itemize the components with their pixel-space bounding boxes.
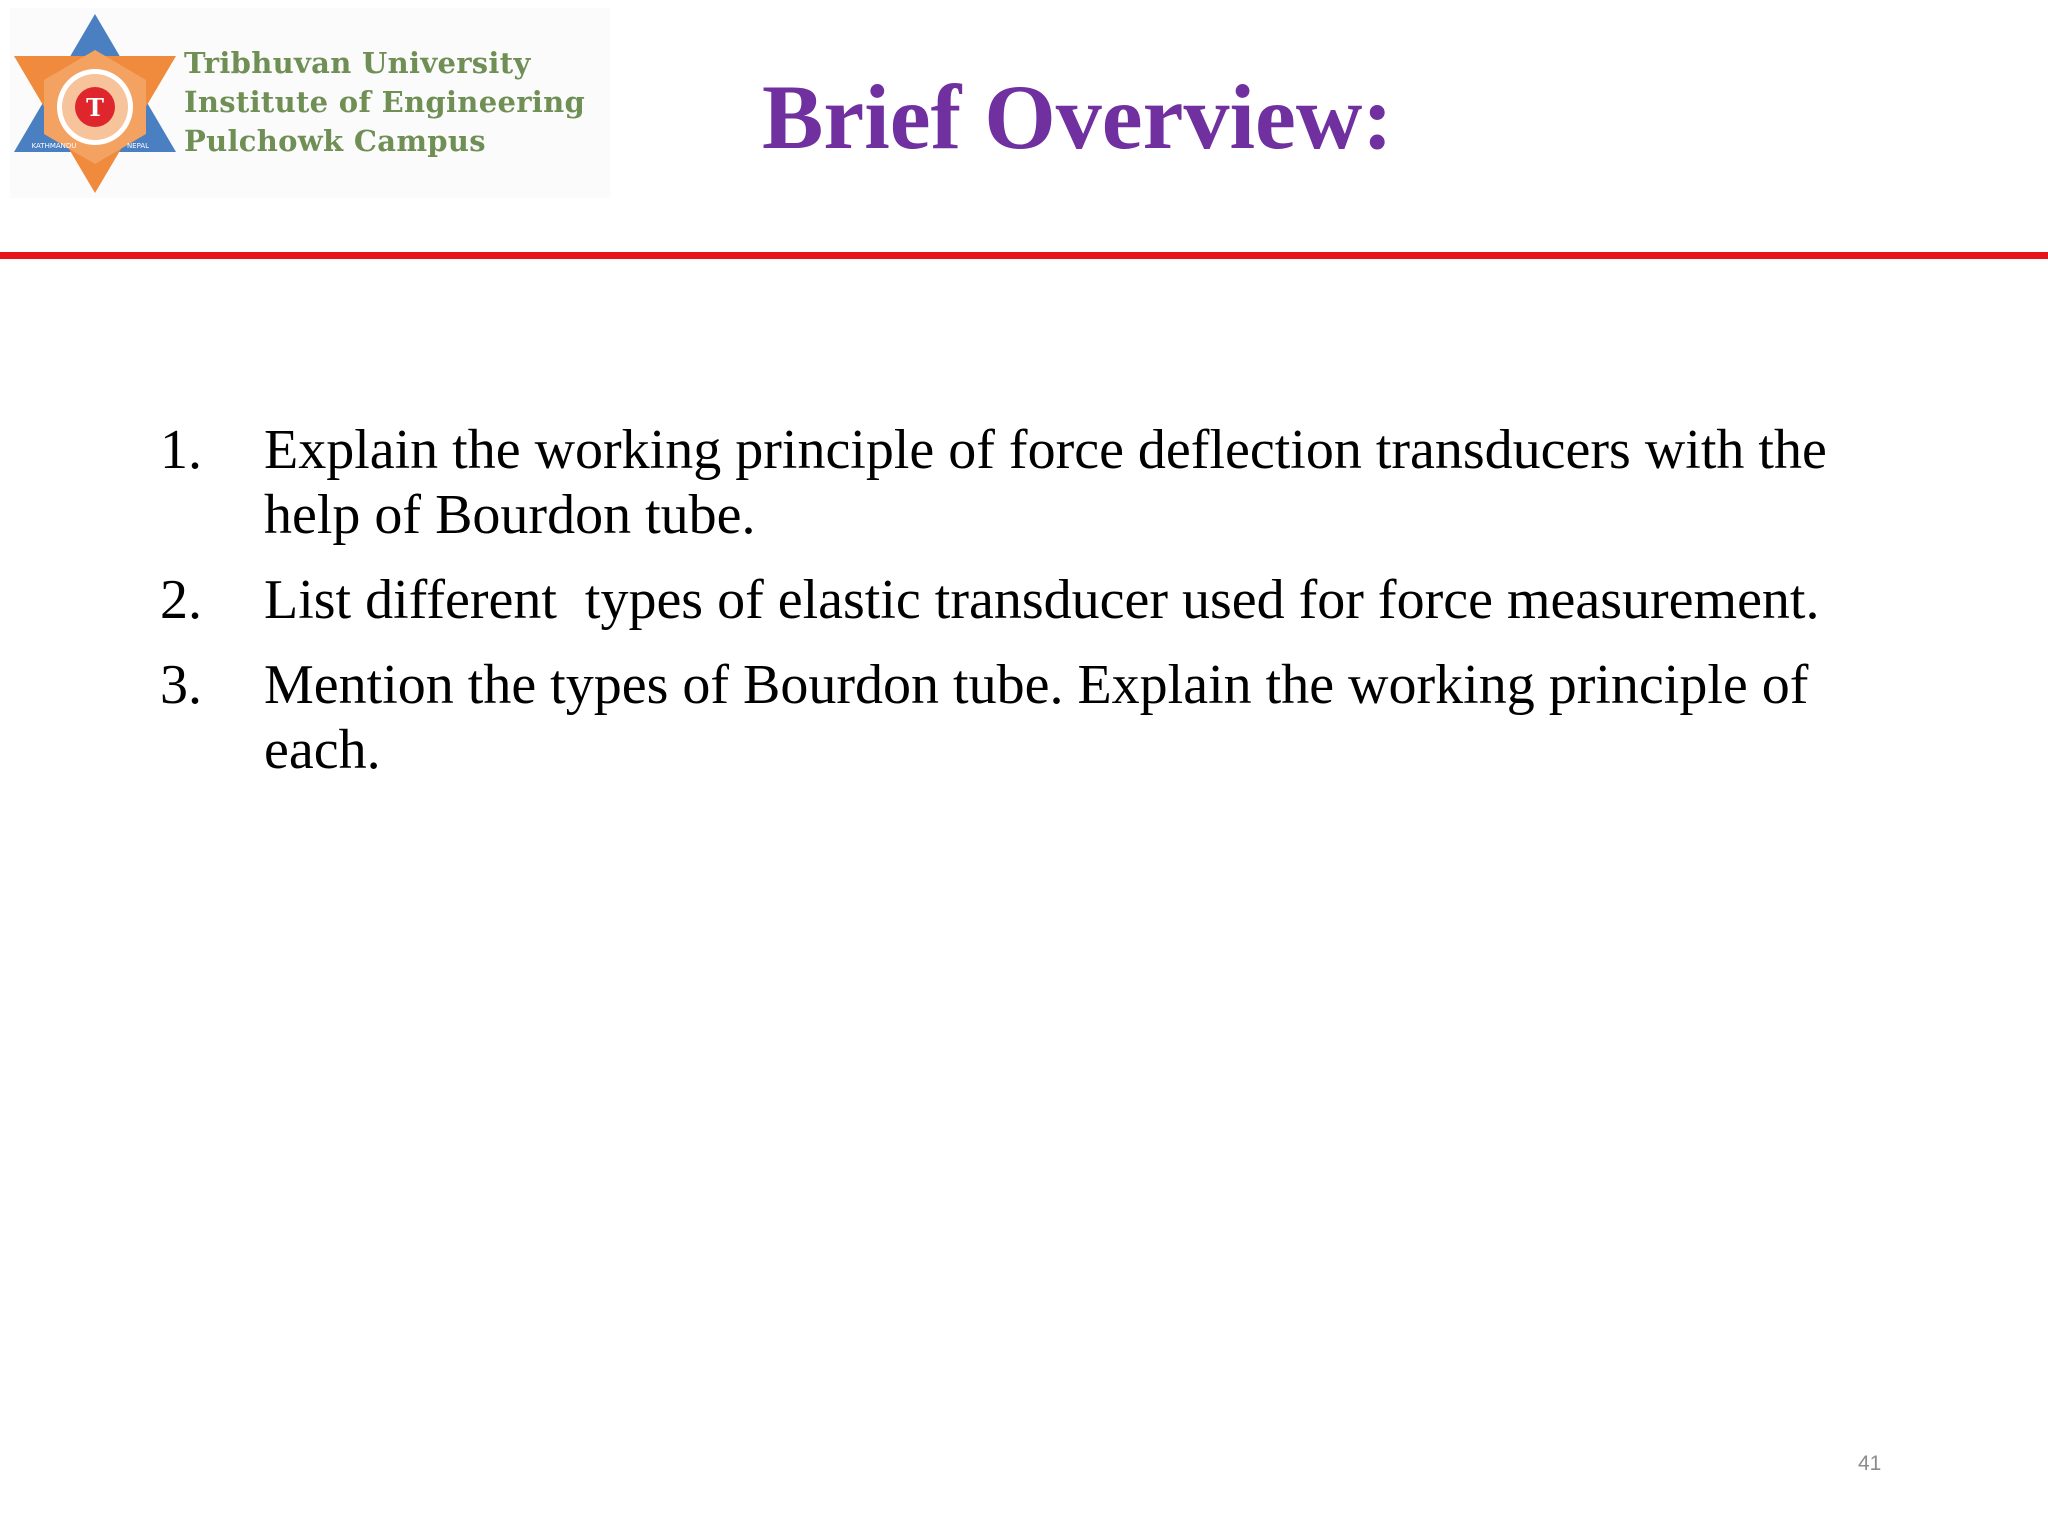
- logo-line-institute: Institute of Engineering: [184, 85, 586, 119]
- list-item-text: Explain the working principle of force deflection transducers with the help of Bourdon tube.: [264, 419, 1827, 546]
- university-emblem-icon: [10, 10, 180, 195]
- emblem-letter: T: [86, 93, 104, 122]
- list-item-number: 2.: [160, 569, 202, 631]
- emblem-nepal: NEPAL: [126, 142, 150, 150]
- list-item: [160, 568, 1880, 633]
- page-number: 41: [1858, 1452, 1882, 1475]
- logo-line-campus: Pulchowk Campus: [184, 124, 486, 158]
- list-item: [160, 418, 1880, 548]
- logo-text: [184, 44, 585, 161]
- title-divider: [0, 252, 2048, 259]
- institution-logo: [10, 8, 610, 198]
- list-item-number: 1.: [160, 419, 202, 481]
- list-item-text: Mention the types of Bourdon tube. Explain the working principle of each.: [264, 654, 1809, 781]
- numbered-list: [160, 418, 1880, 803]
- list-item-text: List different types of elastic transducer used for force measurement.: [264, 569, 1820, 631]
- slide-title: Brief Overview:: [762, 66, 1393, 168]
- list-item-number: 3.: [160, 654, 202, 716]
- emblem-kathmandu: KATHMANDU: [31, 142, 77, 150]
- list-item: [160, 653, 1880, 783]
- logo-line-university: Tribhuvan University: [184, 46, 531, 80]
